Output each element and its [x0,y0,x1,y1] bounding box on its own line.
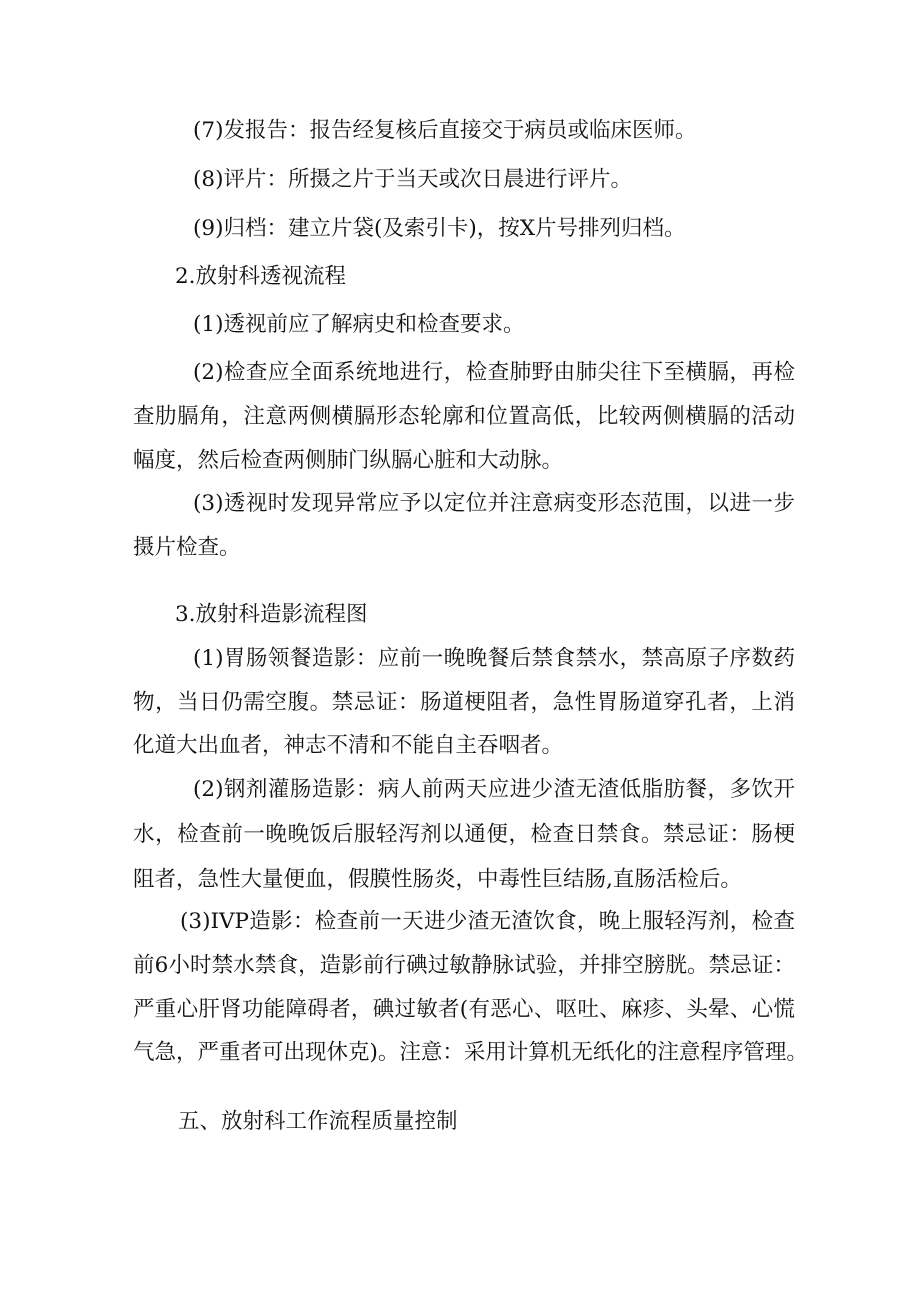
paragraph-contrast-3-line3: 严重心肝肾功能障碍者，碘过敏者(有恶心、呕吐、麻疹、头晕、心慌 [133,997,795,1022]
paragraph-contrast-2-line3: 阻者，急性大量便血，假膜性肠炎，中毒性巨结肠,直肠活检后。 [133,867,742,892]
paragraph-contrast-2-line2: 水，检查前一晚晚饭后服轻泻剂以通便，检查日禁食。禁忌证：肠梗 [133,822,795,847]
section-heading-fluoroscopy: 2.放射科透视流程 [175,264,347,289]
paragraph-fluoro-2-line3: 幅度，然后检查两侧肺门纵膈心脏和大动脉。 [133,448,564,473]
paragraph-contrast-1-line3: 化道大出血者，神志不清和不能自主吞咽者。 [133,733,564,758]
paragraph-contrast-3-line1: (3)IVP造影：检查前一天进少渣无渣饮食，晚上服轻泻剂，检查 [180,909,795,934]
paragraph-step-7: (7)发报告：报告经复核后直接交于病员或临床医师。 [193,118,697,143]
paragraph-fluoro-2-line2: 查肋膈角，注意两侧横膈形态轮廓和位置高低，比较两侧横膈的活动 [133,404,795,429]
paragraph-contrast-1-line2: 物，当日仍需空腹。禁忌证：肠道梗阻者，急性胃肠道穿孔者，上消 [133,690,795,715]
paragraph-fluoro-2-line1: (2)检查应全面系统地进行，检查肺野由肺尖往下至横膈，再检 [193,360,795,385]
paragraph-fluoro-1: (1)透视前应了解病史和检查要求。 [193,312,525,337]
paragraph-contrast-3-line4: 气急，严重者可出现休克)。注意：采用计算机无纸化的注意程序管理。 [133,1040,808,1065]
paragraph-contrast-2-line1: (2)钢剂灌肠造影：病人前两天应进少渣无渣低脂肪餐，多饮开 [193,777,795,802]
paragraph-step-9: (9)归档：建立片袋(及索引卡)，按X片号排列归档。 [193,216,686,241]
paragraph-fluoro-3-line1: (3)透视时发现异常应予以定位并注意病变形态范围，以进一步 [193,491,795,516]
paragraph-contrast-3-line2: 前6小时禁水禁食，造影前行碘过敏静脉试验，并排空膀胱。禁忌证： [133,953,795,978]
paragraph-contrast-1-line1: (1)胃肠领餐造影：应前一晚晚餐后禁食禁水，禁高原子序数药 [193,646,795,671]
section-heading-contrast: 3.放射科造影流程图 [175,602,368,627]
paragraph-step-8: (8)评片：所摄之片于当天或次日晨进行评片。 [193,167,632,192]
paragraph-fluoro-3-line2: 摄片检查。 [133,535,241,560]
chapter-heading-quality-control: 五、放射科工作流程质量控制 [178,1109,458,1134]
